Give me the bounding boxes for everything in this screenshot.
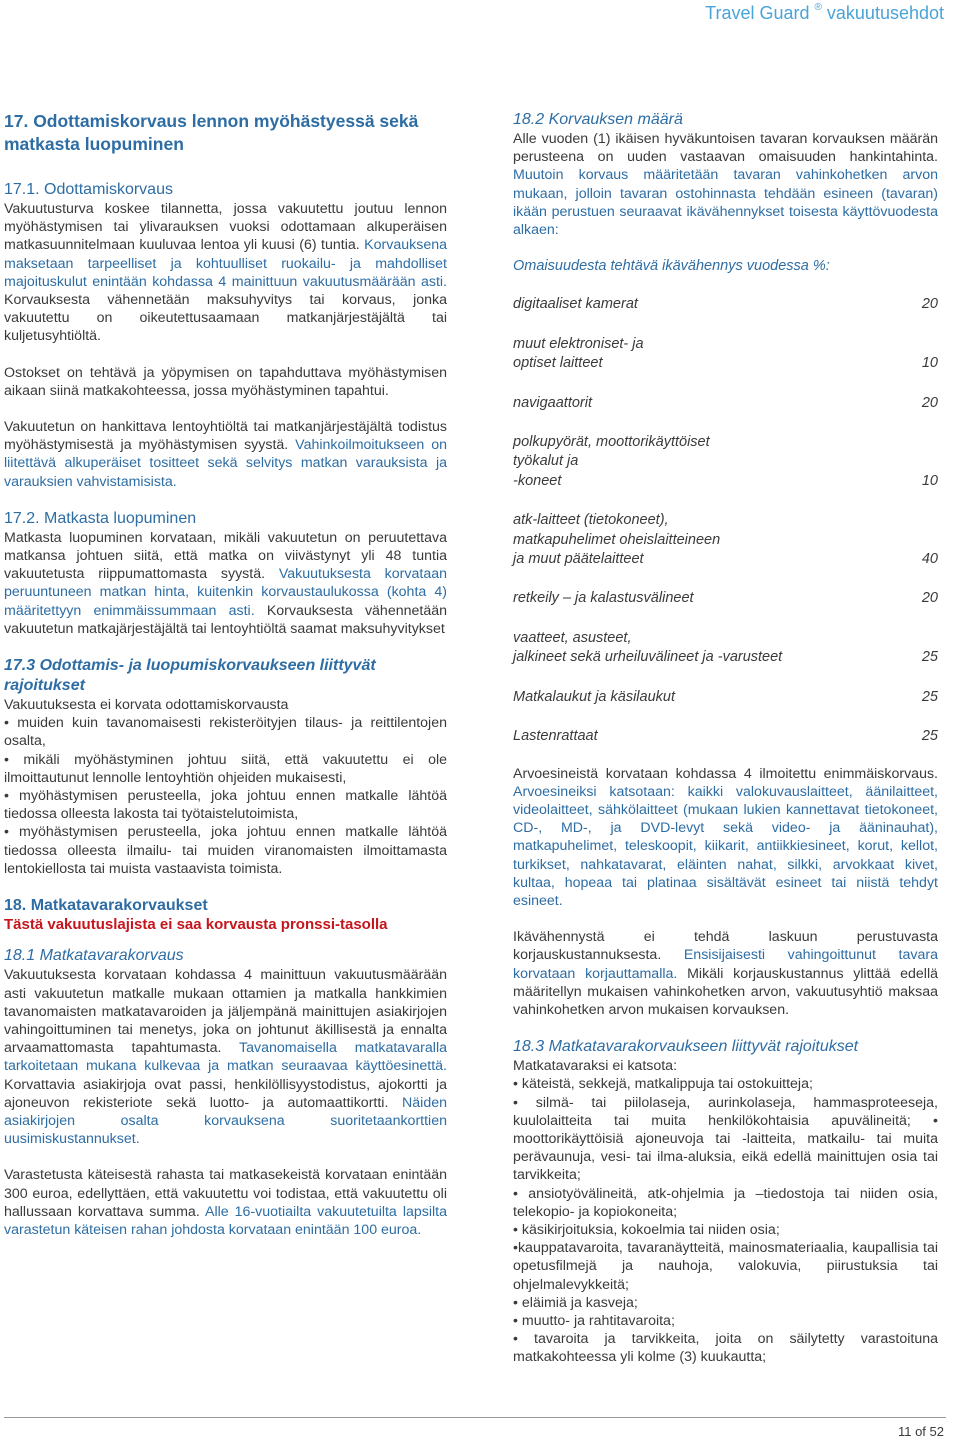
- list-item: • mikäli myöhästyminen johtuu siitä, että vakuutettu ei ole ilmoittautunut lennolle lentoyhtiön ohjeiden mukaisesti,: [4, 751, 447, 786]
- text-span: Alle vuoden (1) ikäisen hyväkuntoisen tavaran korvauksen määrän perusteena on uuden vastaavan omaisuuden hankintahinta.: [513, 131, 938, 166]
- left-column: [4, 110, 447, 1239]
- depreciation-item: [513, 511, 938, 569]
- paragraph: [4, 966, 447, 1148]
- right-column: [513, 110, 938, 1367]
- section-18-3-heading: 18.3 Matkatavarakorvaukseen liittyvät rajoitukset: [513, 1038, 859, 1056]
- depreciation-item-label: [513, 394, 592, 413]
- paragraph: [4, 529, 447, 638]
- text-span: Vakuutuksesta korvataan kohdassa 4 mainittuun vakuutusmäärään asti vakuutetun matkalle mukaan ottamien ja matkalla hankkimien tavanomaisten matkatavaroiden ja jäljempänä mainittujen asiakirjojen vahingoittuminen tai menetys, joka on johtunut äkillisestä ja ennalta arvaamattomasta tapahtumasta.: [4, 967, 447, 1057]
- document-type: vakuutusehdot: [826, 3, 944, 23]
- depreciation-list: [513, 275, 938, 746]
- depreciation-item-percent: 10: [921, 472, 938, 489]
- depreciation-item-line: työkalut ja: [513, 453, 579, 470]
- section-18-2-heading: 18.2 Korvauksen määrä: [513, 111, 683, 128]
- section-17-1-heading: 17.1. Odottamiskorvaus: [4, 181, 173, 198]
- section-18-1-heading: 18.1 Matkatavarakorvaus: [4, 947, 184, 965]
- depreciation-item-label: [513, 727, 598, 746]
- depreciation-item-label: [513, 511, 720, 569]
- text-span: Ensisijaisesti vahingoittunut tavara korvataan korjauttamalla.: [513, 947, 938, 982]
- list-item: • myöhästymisen perusteella, joka johtuu ennen matkalle lähtöä tiedossa olleesta lakosta tai työtaistelutoimista,: [4, 788, 447, 823]
- text-span: Ikävähennystä ei tehdä laskuun perustuvasta korjauskustannuksesta.: [513, 929, 938, 964]
- document-header: [705, 2, 944, 24]
- depreciation-item-label: [513, 335, 644, 374]
- depreciation-item-line: optiset laitteet: [513, 355, 603, 372]
- text-span: Korvauksesta vähennetään vakuutetun matkajärjestäjältä tai lentoyhtiöltä saamat maksuhyvitykset: [4, 602, 447, 637]
- text-span: Näiden asiakirjojen osalta korvauksena suoritetaankorttien uusimiskustannukset.: [4, 1094, 447, 1148]
- text-span: Varastetusta käteisestä rahasta tai matkasekeistä korvataan enintään 300 euroa, edellyttäen, että vakuutettu voi todistaa, että vakuutettu oli hallussaan korvattava summa.: [4, 1167, 447, 1220]
- paragraph: Ostokset on tehtävä ja yöpymisen on tapahduttava myöhästymisen aikaan siinä matkakohteessa, jossa myöhästyminen tapahtui.: [4, 364, 447, 399]
- text-span: Vakuutetun on hankittava lentoyhtiöltä tai matkanjärjestäjältä todistus myöhästymisestä ja myöhästymisen syystä.: [4, 419, 447, 454]
- list-item: • tavaroita ja tarvikkeita, joita on säilytetty varastoituna matkakohteessa yli kolme (3) kuukautta;: [513, 1331, 938, 1366]
- depreciation-item-percent: 20: [921, 296, 938, 313]
- depreciation-item-percent: 40: [921, 551, 938, 568]
- paragraph: [4, 418, 447, 491]
- depreciation-item-line: polkupyörät, moottorikäyttöiset: [513, 434, 710, 451]
- depreciation-item-percent: 20: [921, 394, 938, 411]
- depreciation-item: [513, 394, 938, 413]
- section-17-3-heading: 17.3 Odottamis- ja luopumiskorvaukseen liittyvät rajoitukset: [4, 657, 376, 695]
- depreciation-item-line: Lastenrattaat: [513, 728, 598, 745]
- depreciation-item-label: [513, 688, 675, 707]
- depreciation-item-percent: 25: [921, 688, 938, 705]
- depreciation-item-label: [513, 295, 638, 314]
- text-span: Mikäli korjauskustannus ylittää edellä määritellyn mukaisen vahinkohetken arvon, vakuutusyhtiö maksaa vahinkohetken arvon mukaisen korvauksen.: [513, 965, 938, 1018]
- depreciation-item-line: Matkalaukut ja käsilaukut: [513, 688, 675, 705]
- text-span: Matkasta luopuminen korvataan, mikäli vakuutetun on peruutettava matkansa johtuen siitä, että matka on viivästynyt yli 48 tuntia vakuutetusta riippumattomasta syystä.: [4, 529, 447, 583]
- text-span: Korvauksesta vähennetään maksuhyvitys tai korvaus, jonka vakuutettu on oikeutettusaamaan matkanjärjestäjältä tai kuljetusyhtiöltä.: [4, 292, 447, 345]
- text-span: Korvauksena maksetaan tarpeelliset ja kohtuulliset ruokailu- ja mahdolliset majoituskulut enintään kohdassa 4 mainittuun vakuutusmäärään asti.: [4, 237, 447, 290]
- text-span: Tavanomaisella matkatavaralla tarkoitetaan mukana kulkevaa ja matkan seuraavaa käyttöesinettä.: [4, 1040, 447, 1075]
- paragraph: [4, 1166, 447, 1239]
- depreciation-item-label: [513, 589, 694, 608]
- depreciation-item-percent: 20: [921, 590, 938, 607]
- text-span: Vahinkoilmoitukseen on liitettävä alkuperäiset tositteet sekä selvitys matkan varauksista ja varauksien vahvistamisista.: [4, 437, 447, 490]
- list-item: •kauppatavaroita, tavaranäytteitä, mainosmateriaalia, kaupallisia tai opetusfilmejä ja nauhoja, valokuvia, piirustuksia tai ohjelmalevykkeitä;: [513, 1240, 938, 1293]
- footer-divider: [4, 1417, 946, 1418]
- depreciation-item-percent: 10: [921, 355, 938, 372]
- depreciation-item-percent: 25: [921, 649, 938, 666]
- depreciation-item-line: muut elektroniset- ja: [513, 335, 644, 352]
- text-span: Muutoin korvaus määritetään tavaran vahinkohetken arvon mukaan, jolloin tavaran ostohinnasta tehdään esineen (tavaran) ikään perustuen seuraavat ikävähennykset toisesta käyttövuodesta alkaen:: [513, 167, 938, 239]
- list-item: • muutto- ja rahtitavaroita;: [513, 1313, 675, 1329]
- text-span: Arvoesineiksi katsotaan: kaikki valokuvauslaitteet, äänilaitteet, videolaitteet, sähkölaitteet (mukaan lukien kannettavat tietokoneet, CD-, MD-, ja DVD-levyt sekä video- ja ääninauhat), matkapuhelimet, teleskoopit, kiikarit, antiikkiesineet, korut, kellot, turkikset, nahkatavarat, eläinten nahat, silkki, arvokkaat kivet, kultaa, hopeaa tai platinaa sisältävät esineet tai niistä tehdyt esineet.: [513, 783, 938, 909]
- text-span: Arvoesineistä korvataan kohdassa 4 ilmoitettu enimmäiskorvaus.: [513, 765, 938, 782]
- list-item: • myöhästymisen perusteella, joka johtuu ennen matkalle lähtöä tiedossa olleesta ilmailu- tai muiden viranomaisten ilmoittamasta lentokiellosta tai muista vastaavista toimista.: [4, 824, 447, 877]
- text-span: Korvattavia asiakirjoja ovat passi, henkilöllisyystodistus, ajokortti ja ajoneuvon rekisteriote sekä luotto- ja automaattikortti.: [4, 1076, 447, 1111]
- text-span: Alle 16-vuotiailta vakuutetuilta lapsilta varastetun käteisen rahan johdosta korvataan enintään 100 euroa.: [4, 1203, 447, 1238]
- depreciation-item: [513, 433, 938, 491]
- depreciation-item: [513, 727, 938, 746]
- depreciation-item-line: vaatteet, asusteet,: [513, 629, 632, 646]
- depreciation-item-line: matkapuhelimet oheislaitteineen: [513, 531, 721, 548]
- depreciation-item-line: digitaaliset kamerat: [513, 296, 638, 313]
- list-item: • käteistä, sekkejä, matkalippuja tai ostokuitteja;: [513, 1076, 813, 1093]
- depreciation-item: [513, 589, 938, 608]
- depreciation-item-line: -koneet: [513, 472, 562, 489]
- depreciation-item-label: [513, 629, 782, 668]
- list-item: • ansiotyövälineitä, atk-ohjelmia ja –tiedostoja tai niiden osia, telekopio- ja kopiokoneita;: [513, 1185, 938, 1220]
- depreciation-item: [513, 295, 938, 314]
- brand-name: Travel Guard: [705, 3, 810, 23]
- list-item: • muiden kuin tavanomaisesti rekisteröityjen tilaus- ja reittilentojen osalta,: [4, 715, 447, 750]
- section-17-2-heading: 17.2. Matkasta luopuminen: [4, 509, 197, 527]
- paragraph: Vakuutuksesta ei korvata odottamiskorvausta: [4, 697, 289, 714]
- section-17-heading: 17. Odottamiskorvaus lennon myöhästyessä sekä matkasta luopuminen: [4, 111, 419, 154]
- paragraph: [513, 928, 938, 1019]
- depreciation-item-label: [513, 433, 710, 491]
- section-18-heading: 18. Matkatavarakorvaukset: [4, 897, 208, 915]
- list-item: • käsikirjoituksia, kokoelmia tai niiden osia;: [513, 1221, 780, 1238]
- depreciation-item-line: atk-laitteet (tietokoneet),: [513, 512, 669, 529]
- depreciation-item-line: jalkineet sekä urheiluvälineet ja -varusteet: [513, 649, 783, 666]
- depreciation-item-line: retkeily – ja kalastusvälineet: [513, 590, 694, 607]
- paragraph: [4, 200, 447, 346]
- paragraph: [513, 765, 938, 911]
- depreciation-list-title: Omaisuudesta tehtävä ikävähennys vuodessa %:: [513, 258, 830, 275]
- depreciation-item: [513, 335, 938, 374]
- depreciation-item: [513, 688, 938, 707]
- depreciation-item-percent: 25: [921, 728, 938, 745]
- paragraph: Matkatavaraksi ei katsota:: [513, 1058, 678, 1075]
- list-item: • silmä- tai piilolaseja, aurinkolaseja, hammasproteeseja, kuulolaitteita tai muita henkilökohtaisia apuvälineitä; • moottorikäyttöisiä ajoneuvoja tai -laitteita, matkailu- tai muita perävaunuja, vesi- tai ilma-aluksia, eikä edellä mainittujen osia tai tarvikkeita;: [513, 1094, 938, 1184]
- text-span: Vakuutuksesta korvataan peruuntuneen matkan hinta, kuitenkin korvaustaulukossa (kohta 4) määritettyyn enimmäissummaan asti.: [4, 566, 447, 619]
- text-span: Vakuutusturva koskee tilannetta, jossa vakuutettu joutuu lennon myöhästymisen tai ylivarauksen vuoksi odottamaan alkuperäisen matkasuunnitelmaan kuuluvaa lentoa yli kuusi (6) tuntia.: [4, 201, 447, 254]
- bronze-tier-notice: Tästä vakuutuslajista ei saa korvausta pronssi-tasolla: [4, 916, 388, 934]
- depreciation-item-line: ja muut päätelaitteet: [513, 551, 644, 568]
- page-number: 11 of 52: [897, 1424, 944, 1439]
- depreciation-item: [513, 629, 938, 668]
- list-item: • eläimiä ja kasveja;: [513, 1294, 638, 1311]
- registered-mark: ®: [814, 2, 822, 13]
- paragraph: [513, 130, 938, 239]
- depreciation-item-line: navigaattorit: [513, 394, 592, 411]
